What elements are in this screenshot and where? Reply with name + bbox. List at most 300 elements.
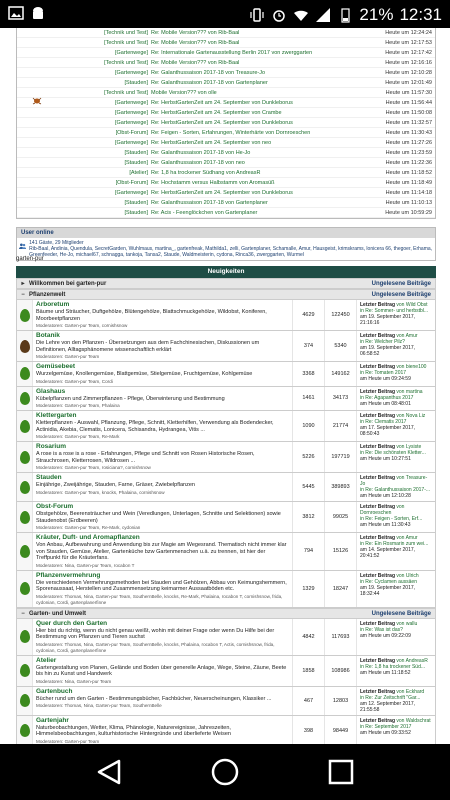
board-moderators[interactable]: Moderatoren: Garten-pur Team, rosiciana?, cornishsnow <box>36 465 151 470</box>
post-forum-link[interactable]: [Obst-Forum] <box>115 130 148 136</box>
home-icon[interactable] <box>209 756 241 788</box>
last-post-date: am 19. September 2017, 06:58:52 <box>360 345 416 357</box>
board-description: Wurzelgemüse, Knollengemüse, Blattgemüse, Stielgemüse, Fruchtgemüse, Kohlgemüse <box>36 371 253 377</box>
post-date: Heute um 11:27:26 <box>385 140 432 146</box>
leaf-icon[interactable] <box>20 724 30 737</box>
post-forum-link[interactable]: [Technik und Test] <box>104 40 148 46</box>
last-post-topic-link[interactable]: in Re: Galanthussaison 2017-... <box>360 487 431 493</box>
board-status-cell <box>17 533 33 570</box>
post-title-link[interactable]: Re: Hochstamm versus Halbstamm von Aromasüß <box>151 180 275 186</box>
post-title-link[interactable]: Re: Galanthussaison 2017-18 von He-Jo <box>151 150 251 156</box>
last-post-date: am Heute um 08:48:01 <box>360 400 411 407</box>
post-count: 122450 <box>325 300 357 330</box>
last-post-topic-link[interactable]: in Re: Die schönsten Kletter... <box>360 450 426 456</box>
last-post-label: Letzter Beitrag <box>360 444 396 450</box>
unread-link[interactable]: Ungelesene Beiträge <box>371 281 431 287</box>
unread-link[interactable]: Ungelesene Beiträge <box>371 292 431 298</box>
board-status-cell <box>17 411 33 441</box>
board-status-cell <box>17 687 33 715</box>
last-post <box>357 442 435 472</box>
recent-post-row <box>17 198 435 208</box>
leaf-icon[interactable] <box>20 630 30 643</box>
recent-post-row <box>17 178 435 188</box>
last-post-user[interactable]: von Dornroeschen <box>360 504 405 516</box>
post-title-link[interactable]: Re: Mobile Version??? von Rib-Baal <box>151 40 240 46</box>
board-moderators[interactable]: Moderatoren: Garten-pur Team, Re-Mark <box>36 434 120 439</box>
post-date: Heute um 12:10:28 <box>385 70 432 76</box>
post-date: Heute um 11:32:57 <box>385 120 432 126</box>
recent-post-row <box>17 88 435 98</box>
post-forum-link[interactable]: [Gartenwege] <box>114 110 148 116</box>
last-post-topic-link[interactable]: in Re: Zur Zeitschrift "Gar... <box>360 694 421 701</box>
board-status-cell <box>17 362 33 386</box>
last-post-label: Letzter Beitrag <box>360 388 396 395</box>
section-title[interactable]: Pflanzenwelt <box>29 292 66 298</box>
last-post-label: Letzter Beitrag <box>360 717 396 724</box>
post-title-link[interactable]: Re: Internationale Gartenausstellung Berlin 2017 von zwerggarten <box>151 50 313 56</box>
last-post <box>357 387 435 411</box>
post-title-link[interactable]: Re: HerbstGartenZeit am 24. September von Dunkleborus <box>151 120 293 126</box>
board-row <box>16 411 436 442</box>
post-title-link[interactable]: Re: HerbstGartenZeit am 24. September von neo <box>151 140 272 146</box>
last-post-topic-link[interactable]: in Re: Feigen - Sorten, Erf... <box>360 516 423 522</box>
android-icon <box>30 5 46 21</box>
section-title[interactable]: Garten- und Umwelt <box>29 610 87 617</box>
last-post-date: am 19. September 2017, 18:32:44 <box>360 584 416 597</box>
vibrate-icon <box>249 7 265 23</box>
last-post-line <box>360 389 432 395</box>
leaf-icon[interactable] <box>20 582 30 595</box>
post-title-link[interactable]: Re: 1,8 ha trockener Südhang von AndreasR <box>151 170 261 176</box>
unread-link[interactable]: Ungelesene Beiträge <box>371 610 431 617</box>
board-row <box>16 362 436 387</box>
board-description: Die verschiedenen Vermehrungsmethoden bei Stauden und Gehölzen, Abbau von Keimungshemmern, Sporenaussaat, Herstellen und Zusammensetzung keimarmer Aussaatböden etc. <box>36 579 287 592</box>
post-forum-link[interactable]: [Gartenwege] <box>114 140 148 146</box>
post-forum-link[interactable]: [Gartenwege] <box>114 70 148 76</box>
recents-icon[interactable] <box>325 756 357 788</box>
post-date: Heute um 12:17:42 <box>385 50 432 56</box>
recent-posts-list <box>16 28 436 219</box>
board-info <box>33 387 293 411</box>
last-post-user[interactable]: von Treasure-Jo <box>360 475 428 487</box>
post-count: 108986 <box>325 656 357 686</box>
board-row <box>16 331 436 362</box>
last-post-date: am 19. September 2017, 21:16:16 <box>360 314 416 326</box>
board-name-link[interactable]: Stauden <box>36 474 62 481</box>
leaf-icon[interactable] <box>20 309 30 322</box>
bug-icon <box>32 97 42 105</box>
post-forum-link[interactable]: [Gartenwege] <box>114 120 148 126</box>
battery-icon <box>337 7 353 23</box>
last-post-date: am Heute um 09:33:52 <box>360 729 411 736</box>
last-post-user[interactable]: von biene100 <box>396 364 427 370</box>
recent-post-row <box>17 78 435 88</box>
post-forum-link[interactable]: [Gartenwege] <box>114 100 148 106</box>
image-icon <box>8 5 24 21</box>
board-name-link[interactable]: Gartenbuch <box>36 687 73 695</box>
leaf-icon[interactable] <box>20 420 30 433</box>
post-forum-link[interactable]: [Technik und Test] <box>104 60 148 66</box>
board-row <box>16 473 436 502</box>
user-online-header: User online <box>17 228 435 238</box>
topic-count: 794 <box>293 533 325 570</box>
leaf-icon[interactable] <box>20 511 30 524</box>
post-count: 197719 <box>325 442 357 472</box>
post-forum-link[interactable]: [Atelier] <box>129 170 148 176</box>
board-moderators[interactable]: Moderatoren: Thomas, Nina, Garten-pur Team, SouthernBelle, knocks, Re-Mark, Phalaina, rocabon T, cornishsnow, frida, cydonian, Cordi, gartenplanerfinne <box>36 593 283 605</box>
last-post-label: Letzter Beitrag <box>360 504 396 510</box>
last-post-line <box>360 718 432 724</box>
last-post <box>357 687 435 715</box>
last-post-user[interactable]: von martina <box>396 388 423 395</box>
board-status-cell <box>17 619 33 655</box>
board-row <box>16 300 436 331</box>
last-post-date: am Heute um 11:18:52 <box>360 669 411 676</box>
post-count: 5340 <box>325 331 357 361</box>
last-post-label: Letzter Beitrag <box>360 688 396 695</box>
user-online-panel <box>16 227 436 261</box>
last-post-date: am Heute um 12:10:28 <box>360 493 411 499</box>
post-count: 18247 <box>325 571 357 607</box>
last-post-label: Letzter Beitrag <box>360 475 396 481</box>
post-forum-link[interactable]: [Obst-Forum] <box>115 180 148 186</box>
board-moderators[interactable]: Moderatoren: Garten-pur Team, Cordi <box>36 378 113 384</box>
post-title-link[interactable]: Re: Mobile Version??? von Rib-Baal <box>151 30 240 36</box>
board-moderators[interactable]: Moderatoren: Nina, Garten-pur Team <box>36 678 112 684</box>
last-post-date: am Heute um 11:30:43 <box>360 522 411 528</box>
last-post-user[interactable]: von Lysiste <box>396 444 422 450</box>
board-name-link[interactable]: Arboretum <box>36 301 70 308</box>
board-moderators[interactable]: Moderatoren: Thomas, Nina, Garten-pur Team, SouthernBelle, knocks, Phalaina, rocabon T, Actis, cornishsnow, frida, cydonian, Cordi, gartenplanerfinne <box>36 641 275 653</box>
last-post-date: am 14. September 2017, 20:41:52 <box>360 547 416 559</box>
post-title-link[interactable]: Mobile Version??? von olle <box>151 90 217 96</box>
leaf-icon[interactable] <box>20 367 30 380</box>
last-post-topic-link[interactable]: in Re: Clematis 2017 <box>360 419 407 425</box>
post-forum-link[interactable]: [Technik und Test] <box>104 30 148 36</box>
topic-count: 1858 <box>293 656 325 686</box>
post-title-link[interactable]: Re: Mobile Version??? von Rib-Baal <box>151 60 240 66</box>
post-count: 98449 <box>325 716 357 745</box>
board-status-cell <box>17 387 33 411</box>
post-title-link[interactable]: Re: Galanthussaison 2017-18 von Treasure-Jo <box>151 70 266 76</box>
browser-page[interactable] <box>0 28 450 744</box>
post-date: Heute um 11:22:36 <box>385 160 432 166</box>
last-post <box>357 571 435 607</box>
post-forum-link[interactable]: [Stauden] <box>124 80 148 86</box>
last-post <box>357 716 435 745</box>
battery-percent: 21% <box>359 5 394 24</box>
last-post-topic-link[interactable]: in Re: Ein Rosmarin zum wei... <box>360 541 429 547</box>
last-post-date: am Heute um 09:22:09 <box>360 632 411 639</box>
last-post-label: Letzter Beitrag <box>360 572 396 579</box>
topic-count: 4842 <box>293 619 325 655</box>
signal-icon <box>315 7 331 23</box>
post-forum-link[interactable]: [Gartenwege] <box>114 190 148 196</box>
post-count: 15126 <box>325 533 357 570</box>
board-name-link[interactable]: Obst-Forum <box>36 503 74 510</box>
leaf-icon[interactable] <box>20 545 30 558</box>
board-status-cell <box>17 300 33 330</box>
post-count: 99025 <box>325 502 357 532</box>
leaf-icon[interactable] <box>20 451 30 464</box>
board-name-link[interactable]: Gemüsebeet <box>36 363 76 370</box>
post-date: Heute um 11:18:52 <box>385 170 432 176</box>
post-title-link[interactable]: Re: HerbstGartenZeit am 24. September von Dunkleborus <box>151 100 293 106</box>
last-post-user[interactable]: von Waldschrat <box>396 717 431 724</box>
last-post-topic-link[interactable]: in Re: Sommer- und herbstbl... <box>360 308 429 314</box>
last-post-topic-link[interactable]: in Re: 1,8 ha trockener Süd... <box>360 663 426 670</box>
recent-post-row <box>17 138 435 148</box>
last-post-label: Letzter Beitrag <box>360 535 396 541</box>
recent-post-row <box>17 48 435 58</box>
topic-count: 1090 <box>293 411 325 441</box>
board-moderators[interactable]: Moderatoren: Garten-pur Team <box>36 738 100 744</box>
post-date: Heute um 11:50:08 <box>385 110 432 116</box>
users-icon <box>19 240 26 252</box>
board-info <box>33 533 293 570</box>
last-post <box>357 473 435 501</box>
board-info <box>33 656 293 686</box>
board-row <box>16 387 436 412</box>
board-name-link[interactable]: Gartenjahr <box>36 716 69 724</box>
category-header[interactable] <box>16 266 436 278</box>
board-row <box>16 656 436 687</box>
last-post-user[interactable]: von Amur <box>396 535 418 541</box>
board-name-link[interactable]: Botanik <box>36 332 60 339</box>
post-title-link[interactable]: Re: Galanthussaison 2017-18 von neo <box>151 160 245 166</box>
wifi-icon <box>293 7 309 23</box>
last-post-user[interactable]: von AndreasR <box>396 657 428 664</box>
board-status-cell <box>17 571 33 607</box>
last-post-user[interactable]: von Eckhard <box>396 688 425 695</box>
post-count: 149162 <box>325 362 357 386</box>
leaf-icon[interactable] <box>20 694 30 707</box>
topic-count: 5226 <box>293 442 325 472</box>
last-post-label: Letzter Beitrag <box>360 333 396 339</box>
board-moderators[interactable]: Moderatoren: Garten-pur Team, Re-Mark, cydonian <box>36 525 141 530</box>
board-name-link[interactable]: Glashaus <box>36 387 66 395</box>
last-post-label: Letzter Beitrag <box>360 302 396 308</box>
clock: 12:31 <box>399 5 442 24</box>
alarm-icon <box>271 7 287 23</box>
board-name-link[interactable]: Klettergarten <box>36 412 77 419</box>
last-post-topic-link[interactable]: in Re: Tomaten 2017 <box>360 370 407 376</box>
post-forum-link[interactable]: [Stauden] <box>124 160 148 166</box>
board-info <box>33 716 293 745</box>
user-online-members[interactable]: Rib-Baal, Andinia, Quendula, SecretGarden, Wuhlmaus, martina_, gartenfreak, Mathilda1, zelli, Gartenplaner, Schamalle, Amur, Hausgeist, krimskrams, lonicera 66, thegoer, Erhama, Greenfeeder, He-Jo, michael67, schnagga, tankoja, Tansa2, Staude, Waldmeisterin, cydona, Rinca36, zwerggarten, Wurmel <box>29 246 433 258</box>
board-row <box>16 619 436 656</box>
topic-count: 1461 <box>293 387 325 411</box>
post-date: Heute um 11:10:13 <box>385 200 432 206</box>
board-name-link[interactable]: Quer durch den Garten <box>36 619 108 627</box>
welcome-row[interactable] <box>16 278 436 289</box>
board-name-link[interactable]: Atelier <box>36 656 57 664</box>
board-info <box>33 473 293 501</box>
board-row <box>16 502 436 533</box>
board-status-cell <box>17 331 33 361</box>
board-description: Kletterpflanzen - Auswahl, Pflanzung, Pflege, Schnitt, Kletterhilfen, Verwendung als Bodendecker, Actinidia, Akebia, Clematis, Lonicera, Schisandra, Hydrangea, Vitis ... <box>36 420 274 433</box>
post-forum-link[interactable]: [Stauden] <box>124 210 148 216</box>
topic-count: 5445 <box>293 473 325 501</box>
status-bar <box>0 0 450 28</box>
last-post <box>357 362 435 386</box>
topic-count: 1329 <box>293 571 325 607</box>
board-name-link[interactable]: Rosarium <box>36 443 66 450</box>
last-post-user[interactable]: von Nova Liz <box>396 413 426 419</box>
last-post-topic-link[interactable]: in Re: September 2017 <box>360 723 412 730</box>
post-count: 12803 <box>325 687 357 715</box>
recent-post-row <box>17 148 435 158</box>
recent-post-row <box>17 168 435 178</box>
board-moderators[interactable]: Moderatoren: Garten-pur Team, cornishsnow <box>36 323 128 328</box>
post-forum-link[interactable]: [Stauden] <box>124 150 148 156</box>
board-description: Bäume und Sträucher, Duftgehölze, Blütengehölze, Blattschmuckgehölze, Wildobst, Koniferen, Moorbeetpflanzen <box>36 309 267 322</box>
post-forum-link[interactable]: [Stauden] <box>124 200 148 206</box>
post-forum-link[interactable]: [Gartenwege] <box>114 50 148 56</box>
section-header[interactable] <box>16 289 436 300</box>
board-name-link[interactable]: Kräuter, Duft- und Aromapflanzen <box>36 534 140 541</box>
board-status-cell <box>17 502 33 532</box>
leaf-icon[interactable] <box>20 664 30 677</box>
last-post <box>357 300 435 330</box>
board-info <box>33 687 293 715</box>
post-title-link[interactable]: Re: HerbstGartenZeit am 24. September von Dunkleborus <box>151 190 293 196</box>
board-row <box>16 533 436 571</box>
board-row <box>16 687 436 716</box>
last-post <box>357 656 435 686</box>
board-info <box>33 502 293 532</box>
post-date: Heute um 11:56:44 <box>385 100 432 106</box>
welcome-title[interactable]: Willkommen bei garten-pur <box>29 281 107 287</box>
recent-post-row <box>17 28 435 38</box>
board-info <box>33 331 293 361</box>
collapse-icon[interactable]: − <box>21 610 25 617</box>
post-forum-link[interactable]: [Technik und Test] <box>104 90 148 96</box>
post-date: Heute um 10:59:29 <box>385 210 432 216</box>
last-post-label: Letzter Beitrag <box>360 364 396 370</box>
navigation-bar <box>0 744 450 800</box>
last-post-date: am 12. September 2017, 21:55:58 <box>360 700 416 713</box>
last-post-label: Letzter Beitrag <box>360 657 396 664</box>
post-title-link[interactable]: Re: Feigen - Sorten, Erfahrungen, Winterhärte von Dornroeschen <box>151 130 311 136</box>
board-moderators[interactable]: Moderatoren: Thomas, Nina, Garten-pur Team, SouthernBelle <box>36 703 162 708</box>
post-date: Heute um 12:24:24 <box>385 30 432 36</box>
post-count: 117693 <box>325 619 357 655</box>
leaf-icon[interactable] <box>20 340 30 353</box>
recent-post-row <box>17 58 435 68</box>
board-description: Naturbeobachtungen, Wetter, Klima, Phänologie, Naturereignisse, Jahreszeiten, Himmelsbeobachtungen, kulturhistorische Hintergründe und überlieferte Weisen <box>36 724 231 737</box>
board-description: Hier bist du richtig, wenn du nicht genau weißt, wohin mit deiner Frage oder wenn Du Hilfe bei der Bestimmung von Pflanzen und Tieren suchst <box>36 627 275 640</box>
last-post-topic-link[interactable]: in Re: Was ist das? <box>360 626 403 633</box>
board-moderators[interactable]: Moderatoren: Garten-pur Team <box>36 354 100 359</box>
topic-count: 374 <box>293 331 325 361</box>
post-date: Heute um 11:18:49 <box>385 180 432 186</box>
post-title-link[interactable]: Re: Acis - Feenglöckchen von Gartenplaner <box>151 210 258 216</box>
board-description: Gartengestaltung von Planen, Gelände und Boden über generelle Anlage, Wege, Steine, Zäune, Beete bis hin zu Kunst und Handwerk <box>36 664 287 677</box>
collapse-icon[interactable]: ▸ <box>21 281 25 287</box>
post-count: 34173 <box>325 387 357 411</box>
last-post <box>357 331 435 361</box>
recent-post-row <box>17 158 435 168</box>
board-description: Die Lehre von den Pflanzen - Übersetzungen aus dem Fachchinesischen, Diskussionen um Definitionen, Alltagsphänomene wissenschaftlich erklärt <box>36 340 260 353</box>
last-post-user[interactable]: von wallu <box>396 620 418 627</box>
board-description: Bücher rund um den Garten - Bestimmungsbücher, Fachbücher, Neuerscheinungen, Klassiker ... <box>36 695 272 702</box>
topic-count: 3812 <box>293 502 325 532</box>
recent-post-row <box>17 68 435 78</box>
recent-post-row <box>17 108 435 118</box>
last-post-line <box>360 475 432 487</box>
topic-count: 3368 <box>293 362 325 386</box>
last-post-user[interactable]: von Wild Obst <box>396 302 428 308</box>
collapse-icon[interactable]: − <box>21 292 25 298</box>
recent-post-row <box>17 188 435 198</box>
board-status-cell <box>17 656 33 686</box>
board-info <box>33 362 293 386</box>
post-count: 21774 <box>325 411 357 441</box>
leaf-icon[interactable] <box>20 481 30 494</box>
last-post-line <box>360 689 432 695</box>
board-moderators[interactable]: Moderatoren: Nina, Garten-pur Team, rocabon T <box>36 562 135 568</box>
post-title-link[interactable]: Re: HerbstGartenZeit am 24. September von Crambe <box>151 110 282 116</box>
board-row <box>16 571 436 608</box>
section-header[interactable] <box>16 608 436 619</box>
last-post-date: am 17. September 2017, 08:50:43 <box>360 425 416 437</box>
board-row <box>16 716 436 745</box>
last-post-topic-link[interactable]: in Re: Cyclamen aussäen <box>360 578 417 585</box>
post-date: Heute um 12:01:49 <box>385 80 432 86</box>
last-post-label: Letzter Beitrag <box>360 620 396 627</box>
back-icon[interactable] <box>93 756 125 788</box>
board-index <box>16 266 436 744</box>
board-status-cell <box>17 716 33 745</box>
board-info <box>33 300 293 330</box>
board-info <box>33 411 293 441</box>
leaf-icon[interactable] <box>20 392 30 405</box>
category-title[interactable]: Neuigkeiten <box>207 268 245 275</box>
user-online-summary: 141 Gäste, 29 Mitglieder <box>29 240 84 246</box>
board-info <box>33 442 293 472</box>
last-post <box>357 619 435 655</box>
last-post <box>357 411 435 441</box>
recent-post-row <box>17 38 435 48</box>
last-post-date: am Heute um 10:27:51 <box>360 456 411 462</box>
last-post-line <box>360 504 432 516</box>
post-count: 389893 <box>325 473 357 501</box>
last-post-topic-link[interactable]: in Re: Agapanthus 2017 <box>360 394 414 401</box>
site-label[interactable]: garten-pur <box>16 256 44 262</box>
board-info <box>33 571 293 607</box>
post-date: Heute um 11:30:43 <box>385 130 432 136</box>
last-post-topic-link[interactable]: in Re: Welcher Pilz? <box>360 339 405 345</box>
topic-count: 398 <box>293 716 325 745</box>
board-description: A rose is a rose is a rose - Erfahrungen, Pflege und Schnitt von Rosen Historische Rosen, Strauchrosen, Kletterrosen, Wildrosen ... <box>36 451 255 464</box>
last-post <box>357 502 435 532</box>
recent-post-row <box>17 118 435 128</box>
recent-post-row <box>17 208 435 218</box>
board-row <box>16 442 436 473</box>
post-title-link[interactable]: Re: Galanthussaison 2017-18 von Gartenplaner <box>151 80 268 86</box>
post-title-link[interactable]: Re: Galanthussaison 2017-18 von Gartenplaner <box>151 200 268 206</box>
post-date: Heute um 12:16:16 <box>385 60 432 66</box>
board-moderators[interactable]: Moderatoren: Garten-pur Team, Phalaina <box>36 403 120 408</box>
last-post <box>357 533 435 570</box>
last-post-label: Letzter Beitrag <box>360 413 396 419</box>
last-post-user[interactable]: von Amur <box>396 333 418 339</box>
last-post-user[interactable]: von Ulrich <box>396 572 419 579</box>
board-moderators[interactable]: Moderatoren: Garten-pur Team, knocks, Phalaina, cornishsnow <box>36 489 165 495</box>
board-name-link[interactable]: Pflanzenvermehrung <box>36 571 101 579</box>
board-info <box>33 619 293 655</box>
